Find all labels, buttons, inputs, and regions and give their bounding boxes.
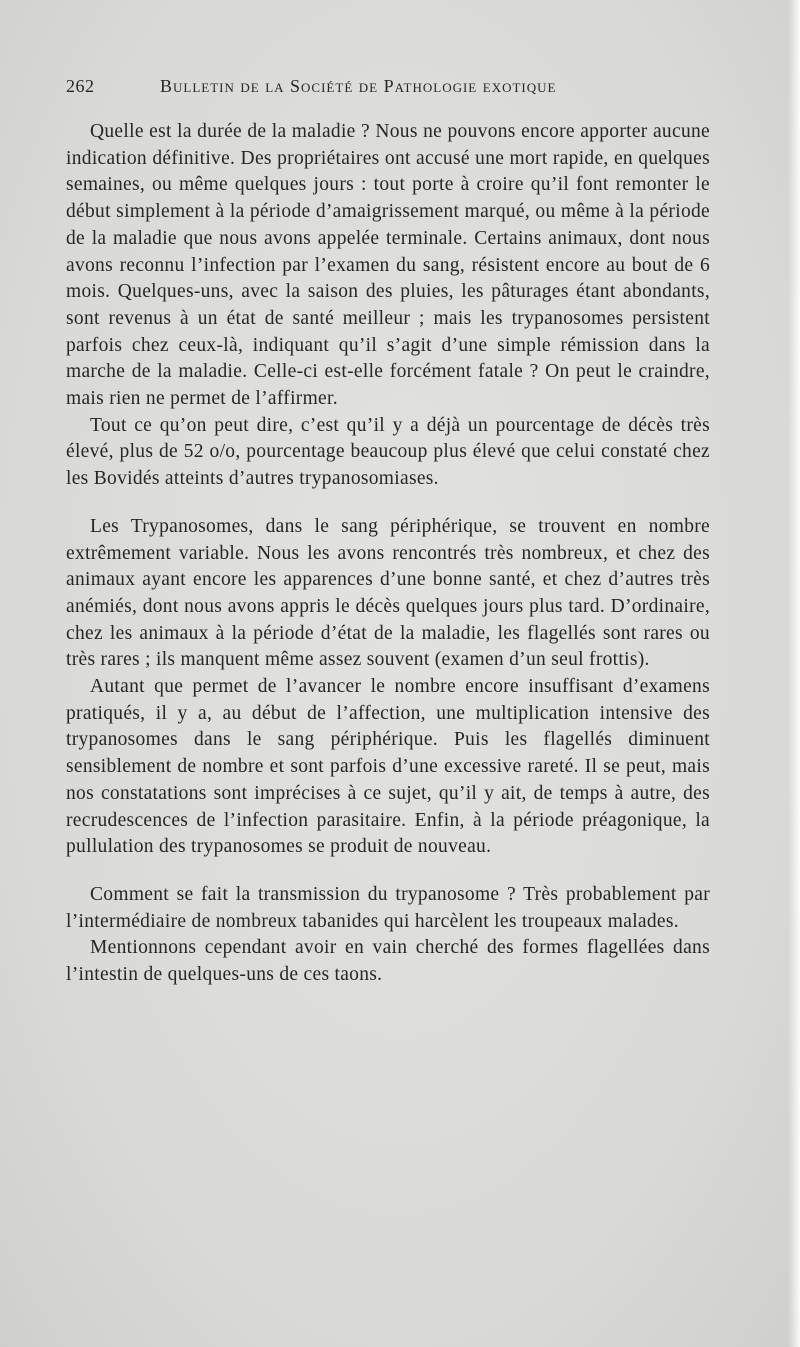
paragraph-horsefly-search: Mentionnons cependant avoir en vain cherché des formes flagellées dans l’intestin de quelques-uns de ces taons. [66, 937, 710, 986]
page-number: 262 [66, 76, 95, 96]
running-header [66, 76, 716, 102]
body-text [66, 119, 710, 989]
journal-title: Bulletin de la Société de Pathologie exotique [160, 76, 557, 96]
paragraph-trypanosome-count: Les Trypanosomes, dans le sang périphérique, se trouvent en nombre extrêmement variable. Nous les avons rencontrés très nombreux, et chez des animaux ayant encore les apparences d’une bonne santé, et chez d’autres très anémiés, dont nous avons appris le décès quelques jours plus tard. D’ordinaire, chez les animaux à la période d’état de la maladie, les flagellés sont rares ou très rares ; ils manquent même assez souvent (examen d’un seul frottis). [66, 515, 710, 671]
paragraph-infection-course: Autant que permet de l’avancer le nombre encore insuffisant d’examens pratiqués, il y a, au début de l’affection, une multiplication intensive des trypanosomes dans le sang périphérique. Puis les flagellés diminuent sensiblement de nombre et sont parfois d’une excessive rareté. Il se peut, mais nos constatations sont imprécises à ce sujet, qu’il y ait, de temps à autre, des recrudescences de l’infection parasitaire. Enfin, à la période préagonique, la pullulation des trypanosomes se produit de nouveau. [66, 676, 710, 858]
paragraph-disease-duration: Quelle est la durée de la maladie ? Nous ne pouvons encore apporter aucune indication définitive. Des propriétaires ont accusé une mort rapide, en quelques semaines, ou même quelques jours : tout porte à croire qu’il font remonter le début simplement à la période d’amaigrissement marqué, ou même à la période de la maladie que nous avons appelée terminale. Certains animaux, dont nous avons reconnu l’infection par l’examen du sang, résistent encore au bout de 6 mois. Quelques-uns, avec la saison des pluies, les pâturages étant abondants, sont revenus à un état de santé meilleur ; mais les trypanosomes persistent parfois chez ceux-là, indiquant qu’il s’agit d’une simple rémission dans la marche de la maladie. Celle-ci est-elle forcément fatale ? On peut le craindre, mais rien ne permet de l’affirmer. [66, 121, 710, 410]
paragraph-mortality-rate: Tout ce qu’on peut dire, c’est qu’il y a déjà un pourcentage de décès très élevé, plus de 52 o/o, pourcentage beaucoup plus élevé que celui constaté chez les Bovidés atteints d’autres trypanosomiases. [66, 414, 710, 490]
paragraph-transmission: Comment se fait la transmission du trypanosome ? Très probablement par l’intermédiaire de nombreux tabanides qui harcèlent les troupeaux malades. [66, 883, 710, 932]
